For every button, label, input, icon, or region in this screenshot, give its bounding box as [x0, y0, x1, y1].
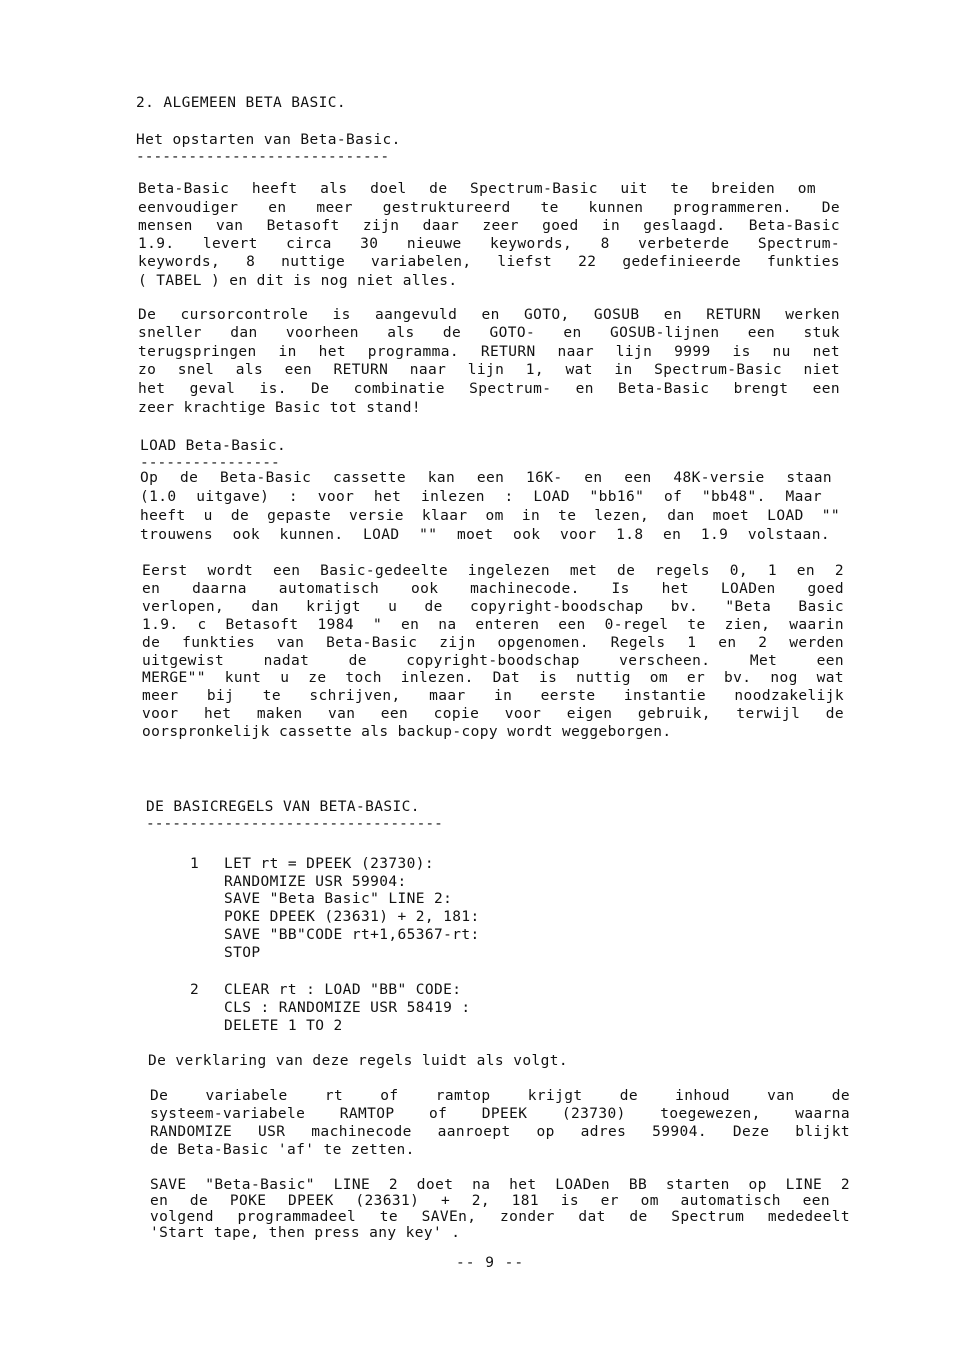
section-heading: 2. ALGEMEEN BETA BASIC.	[136, 95, 346, 111]
text-line: verlopen, dan krijgt u de copyright-boodschap bv. "Beta Basic	[142, 599, 844, 615]
code-line: POKE DPEEK (23631) + 2, 181:	[224, 909, 480, 925]
text-line: voor het maken van een copie voor eigen gebruik, terwijl de	[142, 706, 844, 722]
text-line: oorspronkelijk cassette als backup-copy wordt weggeborgen.	[142, 724, 672, 740]
text-line: volgend programmadeel te SAVEn, zonder dat de Spectrum mededeelt	[150, 1209, 850, 1225]
page-number: -- 9 --	[456, 1255, 525, 1271]
code-line: DELETE 1 TO 2	[224, 1018, 343, 1034]
text-line: Op de Beta-Basic cassette kan een 16K- en een 48K-versie staan	[140, 470, 832, 486]
code-line: CLEAR rt : LOAD "BB" CODE:	[224, 982, 462, 998]
text-line: zeer krachtige Basic tot stand!	[138, 400, 422, 416]
text-line: mensen van Betasoft zijn daar zeer goed in geslaagd. Beta-Basic	[138, 218, 840, 234]
subsection-title-basicregels: DE BASICREGELS VAN BETA-BASIC.	[146, 799, 420, 815]
text-line: keywords, 8 nuttige variabelen, liefst 22 gedefinieerde funkties	[138, 254, 840, 270]
code-line-number: 2	[190, 982, 200, 998]
text-line: De variabele rt of ramtop krijgt de inhoud van de	[150, 1088, 850, 1104]
code-line: LET rt = DPEEK (23730):	[224, 856, 434, 872]
explanation-intro: De verklaring van deze regels luidt als volgt.	[148, 1053, 568, 1069]
text-line: De cursorcontrole is aangevuld en GOTO, GOSUB en RETURN werken	[138, 307, 840, 323]
subsection-underline: ----------------------------------	[146, 816, 443, 832]
text-line: de Beta-Basic 'af' te zetten.	[150, 1142, 415, 1158]
text-line: meer bij te schrijven, maar in eerste instantie noodzakelijk	[142, 688, 844, 704]
text-line: 'Start tape, then press any key' .	[150, 1225, 461, 1241]
text-line: RANDOMIZE USR machinecode aanroept op adres 59904. Deze blijkt	[150, 1124, 850, 1140]
text-line: de funkties van Beta-Basic zijn opgenomen. Regels 1 en 2 werden	[142, 635, 844, 651]
code-line: RANDOMIZE USR 59904:	[224, 874, 407, 890]
text-line: systeem-variabele RAMTOP of DPEEK (23730) toegewezen, waarna	[150, 1106, 850, 1122]
text-line: trouwens ook kunnen. LOAD "" moet ook voor 1.8 en 1.9 volstaan.	[140, 527, 830, 543]
subsection-title-startup: Het opstarten van Beta-Basic.	[136, 132, 401, 148]
subsection-title-load: LOAD Beta-Basic.	[140, 438, 287, 454]
text-line: terugspringen in het programma. RETURN naar lijn 9999 is nu net	[138, 344, 840, 360]
code-line: STOP	[224, 945, 261, 961]
text-line: en de POKE DPEEK (23631) + 2, 181 is er om automatisch een	[150, 1193, 830, 1209]
text-line: (1.0 uitgave) : voor het inlezen : LOAD "bb16" of "bb48". Maar	[140, 489, 822, 505]
code-line: SAVE "BB"CODE rt+1,65367-rt:	[224, 927, 480, 943]
text-line: eenvoudiger en meer gestruktureerd te kunnen programmeren. De	[138, 200, 840, 216]
text-line: het geval is. De combinatie Spectrum- en Beta-Basic brengt een	[138, 381, 840, 397]
text-line: heeft u de gepaste versie klaar om in te lezen, dan moet LOAD ""	[140, 508, 840, 524]
text-line: Beta-Basic heeft als doel de Spectrum-Basic uit te breiden om	[138, 181, 816, 197]
subsection-underline: ----------------	[140, 455, 280, 471]
subsection-underline: -----------------------------	[136, 149, 390, 165]
text-line: uitgewist nadat de copyright-boodschap verscheen. Met een	[142, 653, 844, 669]
code-line: SAVE "Beta Basic" LINE 2:	[224, 891, 453, 907]
text-line: 1.9. c Betasoft 1984 " en na enteren een 0-regel te zien, waarin	[142, 617, 844, 633]
text-line: en daarna automatisch ook machinecode. Is het LOADen goed	[142, 581, 844, 597]
text-line: Eerst wordt een Basic-gedeelte ingelezen met de regels 0, 1 en 2	[142, 563, 844, 579]
text-line: zo snel als een RETURN naar lijn 1, wat in Spectrum-Basic niet	[138, 362, 840, 378]
text-line: MERGE"" kunt u ze toch inlezen. Dat is nuttig om er bv. nog wat	[142, 670, 844, 686]
text-line: ( TABEL ) en dit is nog niet alles.	[138, 273, 458, 289]
text-line: SAVE "Beta-Basic" LINE 2 doet na het LOADen BB starten op LINE 2	[150, 1177, 850, 1193]
code-line: CLS : RANDOMIZE USR 58419 :	[224, 1000, 471, 1016]
code-line-number: 1	[190, 856, 200, 872]
text-line: sneller dan voorheen als de GOTO- en GOSUB-lijnen een stuk	[138, 325, 840, 341]
text-line: 1.9. levert circa 30 nieuwe keywords, 8 verbeterde Spectrum-	[138, 236, 840, 252]
